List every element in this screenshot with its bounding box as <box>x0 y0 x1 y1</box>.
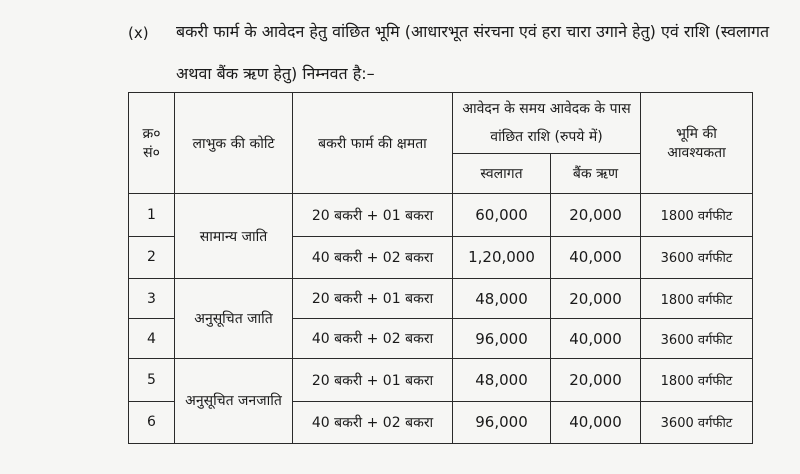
row-land: 1800 वर्गफीट <box>641 194 753 236</box>
header-row-1 <box>129 93 753 154</box>
clause-text-line-1: बकरी फार्म के आवेदन हेतु वांछित भूमि (आधारभूत संरचना एवं हरा चारा उगाने हेतु) एवं राशि (स्वलागत <box>176 22 770 41</box>
row-category: सामान्य जाति <box>175 194 293 279</box>
row-capacity: 40 बकरी + 02 बकरा <box>293 319 453 359</box>
row-category: अनुसूचित जाति <box>175 279 293 359</box>
row-land: 1800 वर्गफीट <box>641 359 753 401</box>
row-capacity: 20 बकरी + 01 बकरा <box>293 279 453 319</box>
row-capacity: 40 बकरी + 02 बकरा <box>293 236 453 278</box>
row-bank-loan: 20,000 <box>551 359 641 401</box>
row-land: 3600 वर्गफीट <box>641 236 753 278</box>
row-land: 3600 वर्गफीट <box>641 319 753 359</box>
table-row <box>129 279 753 319</box>
row-self-cost: 48,000 <box>453 279 551 319</box>
row-bank-loan: 40,000 <box>551 236 641 278</box>
header-land: भूमि की आवश्यकता <box>641 93 753 194</box>
row-self-cost: 96,000 <box>453 401 551 443</box>
row-bank-loan: 20,000 <box>551 194 641 236</box>
row-serial: 2 <box>129 236 175 278</box>
row-serial: 6 <box>129 401 175 443</box>
row-land: 1800 वर्गफीट <box>641 279 753 319</box>
row-bank-loan: 40,000 <box>551 401 641 443</box>
row-capacity: 20 बकरी + 01 बकरा <box>293 359 453 401</box>
row-self-cost: 48,000 <box>453 359 551 401</box>
row-bank-loan: 20,000 <box>551 279 641 319</box>
clause-marker: (x) <box>128 24 149 42</box>
row-self-cost: 60,000 <box>453 194 551 236</box>
row-serial: 5 <box>129 359 175 401</box>
header-self-cost: स्वलागत <box>453 154 551 194</box>
row-serial: 4 <box>129 319 175 359</box>
header-serial: क्र० सं० <box>129 93 175 194</box>
table-row <box>129 194 753 236</box>
row-land: 3600 वर्गफीट <box>641 401 753 443</box>
goat-farm-requirements-table <box>128 92 753 444</box>
row-serial: 3 <box>129 279 175 319</box>
row-serial: 1 <box>129 194 175 236</box>
row-category: अनुसूचित जनजाति <box>175 359 293 444</box>
row-self-cost: 1,20,000 <box>453 236 551 278</box>
table-row <box>129 359 753 401</box>
row-bank-loan: 40,000 <box>551 319 641 359</box>
header-amount-group: आवेदन के समय आवेदक के पास वांछित राशि (रुपये में) <box>453 93 641 154</box>
row-capacity: 20 बकरी + 01 बकरा <box>293 194 453 236</box>
row-capacity: 40 बकरी + 02 बकरा <box>293 401 453 443</box>
header-category: लाभुक की कोटि <box>175 93 293 194</box>
header-capacity: बकरी फार्म की क्षमता <box>293 93 453 194</box>
clause-text-line-2: अथवा बैंक ऋण हेतु) निम्नवत है:– <box>176 64 375 83</box>
header-bank-loan: बैंक ऋण <box>551 154 641 194</box>
row-self-cost: 96,000 <box>453 319 551 359</box>
